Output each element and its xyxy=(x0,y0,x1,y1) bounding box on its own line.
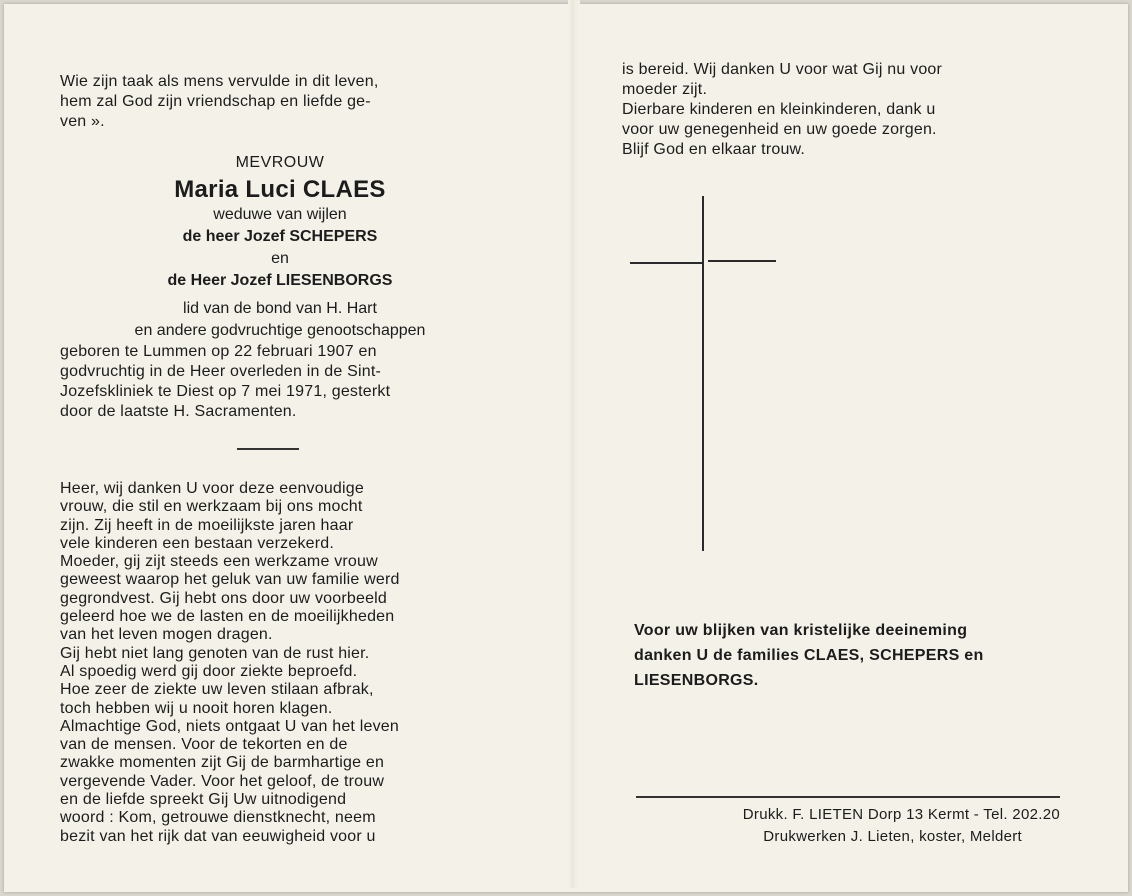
thanks-line: LIESENBORGS. xyxy=(634,672,759,689)
opening-quote xyxy=(60,72,500,132)
quote-line: Wie zijn taak als mens vervulde in dit leven, xyxy=(60,73,379,90)
printer-divider xyxy=(636,796,1060,798)
prayer-line: zijn. Zij heeft in de moeilijkste jaren haar xyxy=(60,516,354,534)
card-fold xyxy=(568,0,580,888)
husband-2: de Heer Jozef LIESENBORGS xyxy=(167,272,393,289)
bio-line: godvruchtig in de Heer overleden in de Sint- xyxy=(60,363,381,380)
prayer-line: van het leven mogen dragen. xyxy=(60,626,273,644)
membership-1: lid van de bond van H. Hart xyxy=(183,300,377,317)
prayer xyxy=(60,480,500,846)
prayer-line: toch hebben wij u nooit horen klagen. xyxy=(60,699,333,717)
prayer-line: Al spoedig werd gij door ziekte beproefd. xyxy=(60,662,358,680)
right-page xyxy=(622,60,1056,160)
prayer-line: Heer, wij danken U voor deze eenvoudige xyxy=(60,480,364,497)
thanks-line: Voor uw blijken van kristelijke deeineming xyxy=(634,622,968,639)
printer-line-1: Drukk. F. LIETEN Dorp 13 Kermt - Tel. 202.20 xyxy=(742,806,1060,823)
prayer-line: Moeder, gij zijt steeds een werkzame vrouw xyxy=(60,553,378,571)
deceased-name: Maria Luci CLAES xyxy=(174,176,386,203)
widow-of: weduwe van wijlen xyxy=(213,206,347,223)
prayer-line: woord : Kom, getrouwe dienstknecht, neem xyxy=(60,809,376,827)
thanks-line: danken U de families CLAES, SCHEPERS en xyxy=(634,647,984,664)
bio-line: door de laatste H. Sacramenten. xyxy=(60,403,297,420)
husband-1: de heer Jozef SCHEPERS xyxy=(182,228,378,245)
prayer-line: geweest waarop het geluk van uw familie werd xyxy=(60,571,400,589)
and-word: en xyxy=(271,250,289,267)
prayer-line: gegrondvest. Gij hebt ons door uw voorbeeld xyxy=(60,589,388,607)
prayer-line: vrouw, die stil en werkzaam bij ons mocht xyxy=(60,498,363,516)
prayer-line: vele kinderen een bestaan verzekerd. xyxy=(60,534,335,552)
title-mevrouw: MEVROUW xyxy=(235,154,325,171)
biography xyxy=(60,342,500,422)
cross-arm-right xyxy=(708,260,776,262)
prayer-line: zwakke momenten zijt Gij de barmhartige en xyxy=(60,754,385,772)
continuation-line: voor uw genegenheid en uw goede zorgen. xyxy=(622,121,937,138)
continuation-line: is bereid. Wij danken U voor wat Gij nu voor xyxy=(622,61,943,78)
prayer-line: vergevende Vader. Voor het geloof, de trouw xyxy=(60,772,385,790)
printer-line-2: Drukwerken J. Lieten, koster, Meldert xyxy=(763,828,1022,845)
membership-2: en andere godvruchtige genootschappen xyxy=(134,322,426,339)
bio-line: geboren te Lummen op 22 februari 1907 en xyxy=(60,343,377,360)
prayer-line: van de mensen. Voor de tekorten en de xyxy=(60,736,348,754)
quote-line: hem zal God zijn vriendschap en liefde ge- xyxy=(60,93,371,110)
continuation-line: Dierbare kinderen en kleinkinderen, dank u xyxy=(622,101,936,118)
family-thanks xyxy=(634,618,1058,693)
prayer-line: bezit van het rijk dat van eeuwigheid voor u xyxy=(60,827,376,845)
quote-line: ven ». xyxy=(60,113,105,130)
left-page xyxy=(60,72,500,846)
prayer-line: Gij hebt niet lang genoten van de rust hier. xyxy=(60,644,370,662)
continuation-line: moeder zijt. xyxy=(622,81,708,98)
prayer-line: geleerd hoe we de lasten en de moeilijkheden xyxy=(60,608,395,626)
cross-arm-left xyxy=(630,262,702,264)
divider xyxy=(237,448,299,450)
prayer-line: Almachtige God, niets ontgaat U van het leven xyxy=(60,717,399,735)
continuation-line: Blijf God en elkaar trouw. xyxy=(622,141,806,158)
bio-line: Jozefskliniek te Diest op 7 mei 1971, gesterkt xyxy=(60,383,391,400)
prayer-line: en de liefde spreekt Gij Uw uitnodigend xyxy=(60,791,347,809)
cross-vertical xyxy=(702,196,704,551)
prayer-line: Hoe zeer de ziekte uw leven stilaan afbrak, xyxy=(60,681,374,699)
